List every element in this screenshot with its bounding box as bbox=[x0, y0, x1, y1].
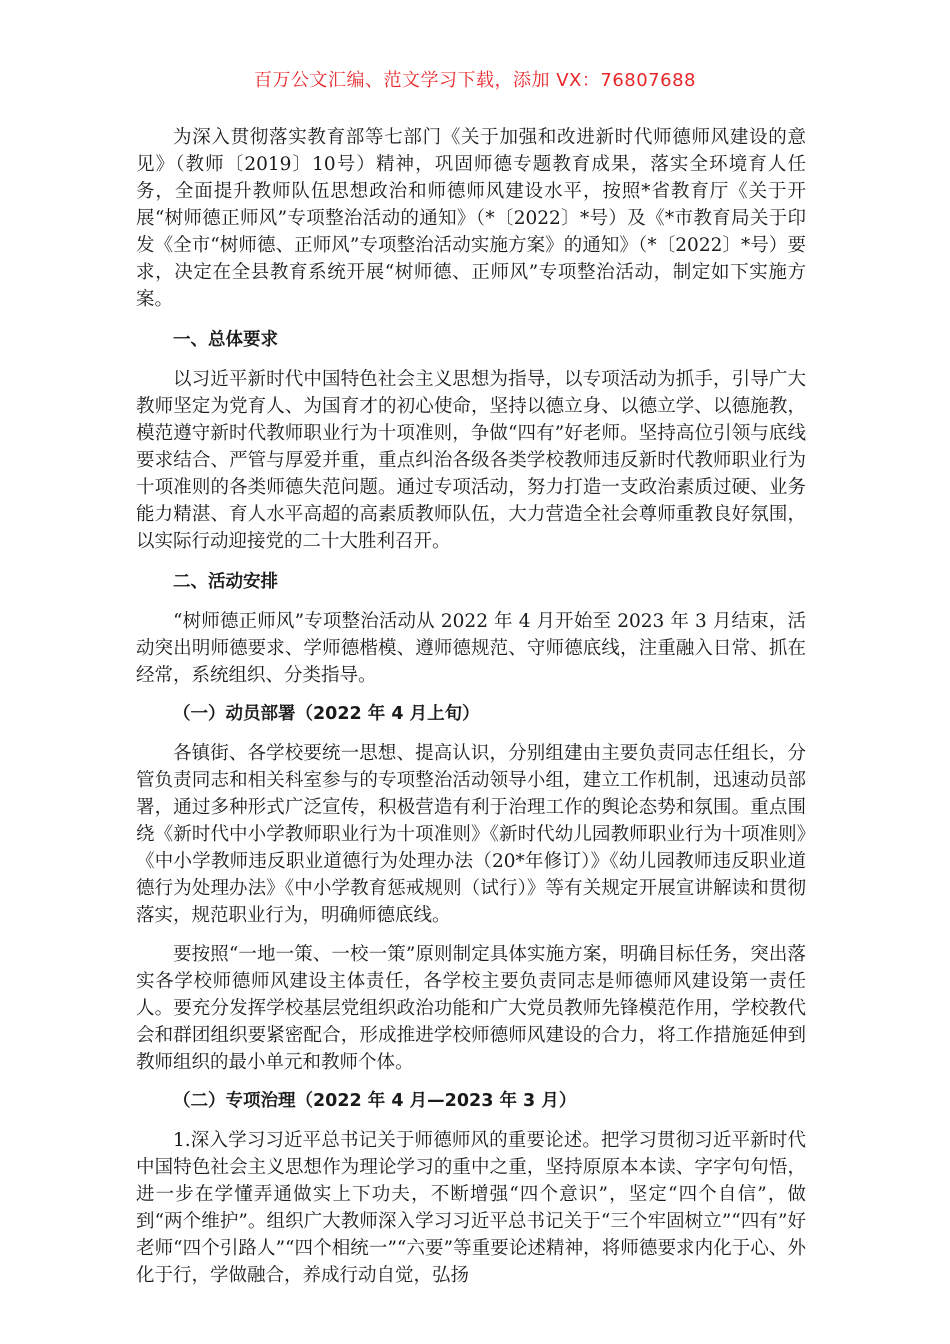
section2-paragraph: “树师德正师风”专项整治活动从 2022 年 4 月开始至 2023 年 3 月结束，活动突出明师德要求、学师德楷模、遵师德规范、守师德底线，注重融入日常、抓在经常，系统组织、分类指导。 bbox=[136, 611, 806, 686]
document-body bbox=[136, 124, 806, 1289]
section-heading-general-requirements: 一、总体要求 bbox=[173, 330, 278, 350]
intro-paragraph: 为深入贯彻落实教育部等七部门《关于加强和改进新时代师德师风建设的意见》（教师〔2019〕10号）精神，巩固师德专题教育成果，落实全环境育人任务，全面提升教师队伍思想政治和师德师风建设水平，按照*省教育厅《关于开展“树师德正师风”专项整治活动的通知》（*〔2022〕*号）及《*市教育局关于印发《全市“树师德、正师风”专项整治活动实施方案》的通知》（*〔2022〕*号）要求，决定在全县教育系统开展“树师德、正师风”专项整治活动，制定如下实施方案。 bbox=[136, 127, 806, 310]
subsection2-paragraph-1: 1.深入学习习近平总书记关于师德师风的重要论述。把学习贯彻习近平新时代中国特色社会主义思想作为理论学习的重中之重，坚持原原本本读、字字句句悟，进一步在学懂弄通做实上下功夫，不断增强“四个意识”，坚定“四个自信”，做到“两个维护”。组织广大教师深入学习习近平总书记关于“三个牢固树立”“四有”好老师“四个引路人”“四个相统一”“六要”等重要论述精神，将师德要求内化于心、外化于行，学做融合，养成行动自觉，弘扬 bbox=[136, 1130, 806, 1286]
subsection1-paragraph-1: 各镇街、各学校要统一思想、提高认识，分别组建由主要负责同志任组长，分管负责同志和相关科室参与的专项整治活动领导小组，建立工作机制，迅速动员部署，通过多种形式广泛宣传，积极营造有利于治理工作的舆论态势和氛围。重点围绕《新时代中小学教师职业行为十项准则》《新时代幼儿园教师职业行为十项准则》《中小学教师违反职业道德行为处理办法（20*年修订）》《幼儿园教师违反职业道德行为处理办法》《中小学教育惩戒规则（试行）》等有关规定开展宣讲解读和贯彻落实，规范职业行为，明确师德底线。 bbox=[136, 743, 806, 926]
section-heading-activity-arrangement: 二、活动安排 bbox=[173, 572, 278, 592]
subsection-heading-special-governance: （二）专项治理（2022 年 4 月—2023 年 3 月） bbox=[173, 1091, 577, 1111]
section1-paragraph: 以习近平新时代中国特色社会主义思想为指导，以专项活动为抓手，引导广大教师坚定为党育人、为国育才的初心使命，坚持以德立身、以德立学、以德施教，模范遵守新时代教师职业行为十项准则，争做“四有”好老师。坚持高位引领与底线要求结合、严管与厚爱并重，重点纠治各级各类学校教师违反新时代教师职业行为十项准则的各类师德失范问题。通过专项活动，努力打造一支政治素质过硬、业务能力精湛、育人水平高超的高素质教师队伍，大力营造全社会尊师重教良好氛围，以实际行动迎接党的二十大胜利召开。 bbox=[136, 369, 806, 552]
subsection1-paragraph-2: 要按照“一地一策、一校一策”原则制定具体实施方案，明确目标任务，突出落实各学校师德师风建设主体责任，各学校主要负责同志是师德师风建设第一责任人。要充分发挥学校基层党组织政治功能和广大党员教师先锋模范作用，学校教代会和群团组织要紧密配合，形成推进学校师德师风建设的合力，将工作措施延伸到教师组织的最小单元和教师个体。 bbox=[136, 944, 806, 1073]
header-banner: 百万公文汇编、范文学习下载，添加 VX：76807688 bbox=[254, 70, 696, 91]
subsection-heading-mobilization: （一）动员部署（2022 年 4 月上旬） bbox=[173, 704, 480, 724]
